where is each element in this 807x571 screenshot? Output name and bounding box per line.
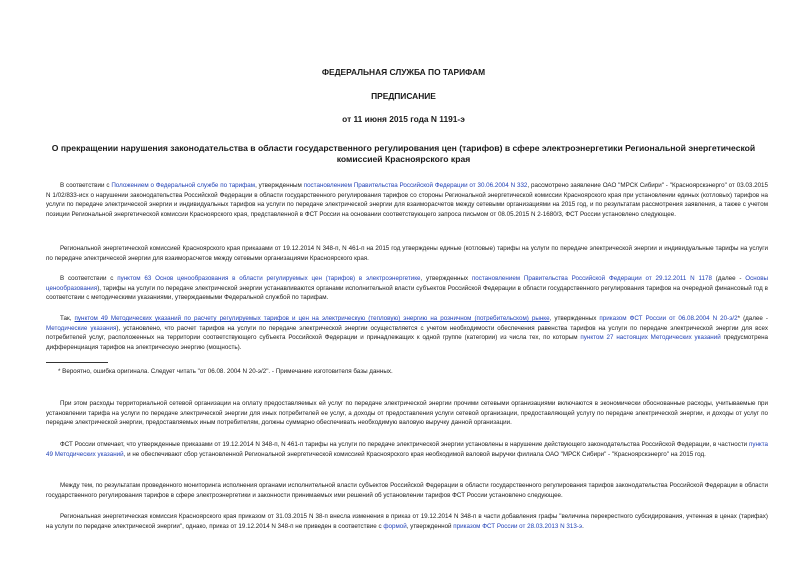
p4-text-3: * (далее - (737, 315, 768, 322)
document-title-line1: О прекращении нарушения законодательства в области государственного регулирования цен (тарифов) в сфере электроэнергетики Региональной энергетической (51, 143, 756, 153)
p4-text-5: предусмотрена дифференциация тарифов на электрическую энергию (мощность). (46, 334, 768, 351)
paragraph-5 (46, 399, 768, 428)
link-point-27-guidelines[interactable]: пунктом 27 настоящих Методических указаний (580, 334, 721, 341)
paragraph-2 (46, 244, 768, 263)
date-number-heading: от 11 июня 2015 года N 1191-э (342, 114, 465, 124)
p1-text-2: , утвержденным (255, 182, 304, 189)
link-resolution-1178[interactable]: постановлением Правительства Российской Федерации от 29.12.2011 N 1178 (471, 275, 712, 282)
p1-text-3: , рассмотрено заявление ОАО "МРСК Сибири" - "Красноярскэнерго" от 03.03.2015 N 1/02/833-исх о нарушении законодательства Российской Федерации в области государственного регулирования тарифов со стороны Региональной энергетической комиссии Красноярского края при установлении единых (котловых) тарифов на услуги по передаче электрической энергии и индивидуальных тарифов на услуги по передаче электрической энергии для взаиморасчетов между сетевыми организациями на 2015 год, и по результатам рассмотрения заявления, а также с учетом позиции Региональной энергетической комиссии Красноярского края, представленной в ФСТ России на основании соответствующего запроса письмом от 08.05.2015 N 2-1680/3, ФСТ России установлено следующее. (46, 182, 768, 218)
agency-heading: ФЕДЕРАЛЬНАЯ СЛУЖБА ПО ТАРИФАМ (321, 67, 486, 77)
paragraph-8 (46, 512, 768, 531)
document-title-line2: комиссией Красноярского края (336, 154, 471, 164)
link-point-63-pricing-basics[interactable]: пунктом 63 Основ ценообразования в области регулируемых цен (тарифов) в электроэнергетике (117, 275, 421, 282)
link-order-20-e2[interactable]: приказом ФСТ России от 06.08.2004 N 20-э/2 (599, 315, 738, 322)
paragraph-3 (46, 274, 768, 303)
link-fst-regulation[interactable]: Положением о Федеральной службе по тарифам (111, 182, 256, 189)
p3-text-2: , утвержденных (420, 275, 472, 282)
p2-text: Региональной энергетической комиссией Красноярского края приказами от 19.12.2014 N 348-п, N 461-п на 2015 год утверждены единые (котловые) тарифы на услуги по передаче электрической энергии и индивидуальные тарифы на услуги по передаче электрической энергии для взаиморасчетов между сетевыми организациями Красноярского края. (46, 245, 768, 262)
link-resolution-332[interactable]: постановлением Правительства Российской Федерации от 30.06.2004 N 332 (303, 182, 528, 189)
link-order-313-e[interactable]: приказом ФСТ России от 28.03.2013 N 313-э (453, 522, 583, 530)
p8-text-2: , утвержденной (406, 522, 454, 530)
paragraph-6 (46, 440, 768, 459)
p4-text-2: , утвержденных (549, 315, 600, 322)
link-form[interactable]: формой (383, 522, 407, 530)
document-type-heading: ПРЕДПИСАНИЕ (371, 91, 436, 101)
link-point-49-guidelines[interactable]: пунктом 49 Методических указаний по расчету регулируемых тарифов и цен на электрическую (тепловую) энергию на розничном (потребительском) рынке (74, 315, 550, 322)
paragraph-1 (46, 181, 768, 219)
footnote: * Вероятно, ошибка оригинала. Следует читать "от 06.08. 2004 N 20-э/2". - Примечание изготовителя базы данных. (58, 368, 393, 375)
link-guidelines[interactable]: Методические указания (46, 324, 117, 332)
p8-text-1: Региональная энергетическая комиссия Красноярского края приказом от 31.03.2015 N 38-п внесла изменения в приказ от 19.12.2014 N 348-п в части добавления графы "величина перекрестного субсидирования, учтенная в ценах (тарифах) на услуги по передаче электрической энергии", однако, приказ от 19.12.2014 N 348-п не приведен в соответствие с (46, 513, 768, 530)
p4-text-1: Так, (60, 315, 75, 322)
p3-text-4: ), тарифы на услуги по передаче электрической энергии устанавливаются органами исполнительной власти субъектов Российской Федерации в области государственного регулирования тарифов на очередной финансовый год в соответствии с методическими указаниями, утверждаемыми Федеральной службой по тарифам. (46, 284, 768, 301)
p4-text-4: ), установлено, что расчет тарифов на услуги по передаче электрической энергии осуществляется с учетом необходимости обеспечения равенства тарифов на услуги по передаче электрической энергии для всех потребителей услуг, расположенных на территории соответствующего субъекта Российской Федерации и принадлежащих к одной группе (категории) из числа тех, по которым (46, 324, 768, 341)
p3-text-1: В соответствии с (60, 275, 118, 282)
p5-text: При этом расходы территориальной сетевой организации на оплату предоставляемых ей услуг по передаче электрической энергии прочими сетевыми организациями включаются в экономически обоснованные расходы, учитываемые при установлении тарифа на услуги по передаче электрической энергии для иных потребителей ее услуг, а доходы от предоставления услуги сетевой организации, предоставляющей услугу по передаче электрической энергии, и доходы от услуг по передаче электрической энергии, предоставляемых иным потребителям, должны суммарно обеспечивать необходимую валовую выручку данной организации. (46, 400, 768, 426)
paragraph-7 (46, 481, 768, 500)
paragraph-4 (46, 314, 768, 352)
footnote-divider (46, 362, 108, 363)
p1-text-1: В соответствии с (60, 182, 112, 189)
p6-text-1: ФСТ России отмечает, что утвержденные приказами от 19.12.2014 N 348-п, N 461-п тарифы на услуги по передаче электрической энергии установлены в нарушение действующего законодательства Российской Федерации, в частности (60, 441, 749, 448)
document-title (46, 143, 761, 165)
link-pricing-basics[interactable]: Основы ценообразования (46, 275, 769, 292)
p3-text-3: (далее - (711, 275, 746, 282)
p8-text-3: . (582, 522, 584, 530)
p6-text-2: , и не обеспечивают сбор установленной Региональной энергетической комиссией Красноярского края необходимой валовой выручки филиала ОАО "МРСК Сибири" - "Красноярскэнерго" на 2015 год. (123, 450, 706, 458)
p7-text: Между тем, по результатам проведенного мониторинга исполнения органами исполнительной власти субъектов Российской Федерации в области государственного регулирования тарифов законодательства Российской Федерации в области государственного регулирования тарифов в сфере электроэнергетики и законности принимаемых ими решений об установлении тарифов ФСТ России установлено следующее. (46, 482, 768, 499)
link-point-49-guidelines-2[interactable]: пункта 49 Методических указаний (46, 441, 768, 458)
